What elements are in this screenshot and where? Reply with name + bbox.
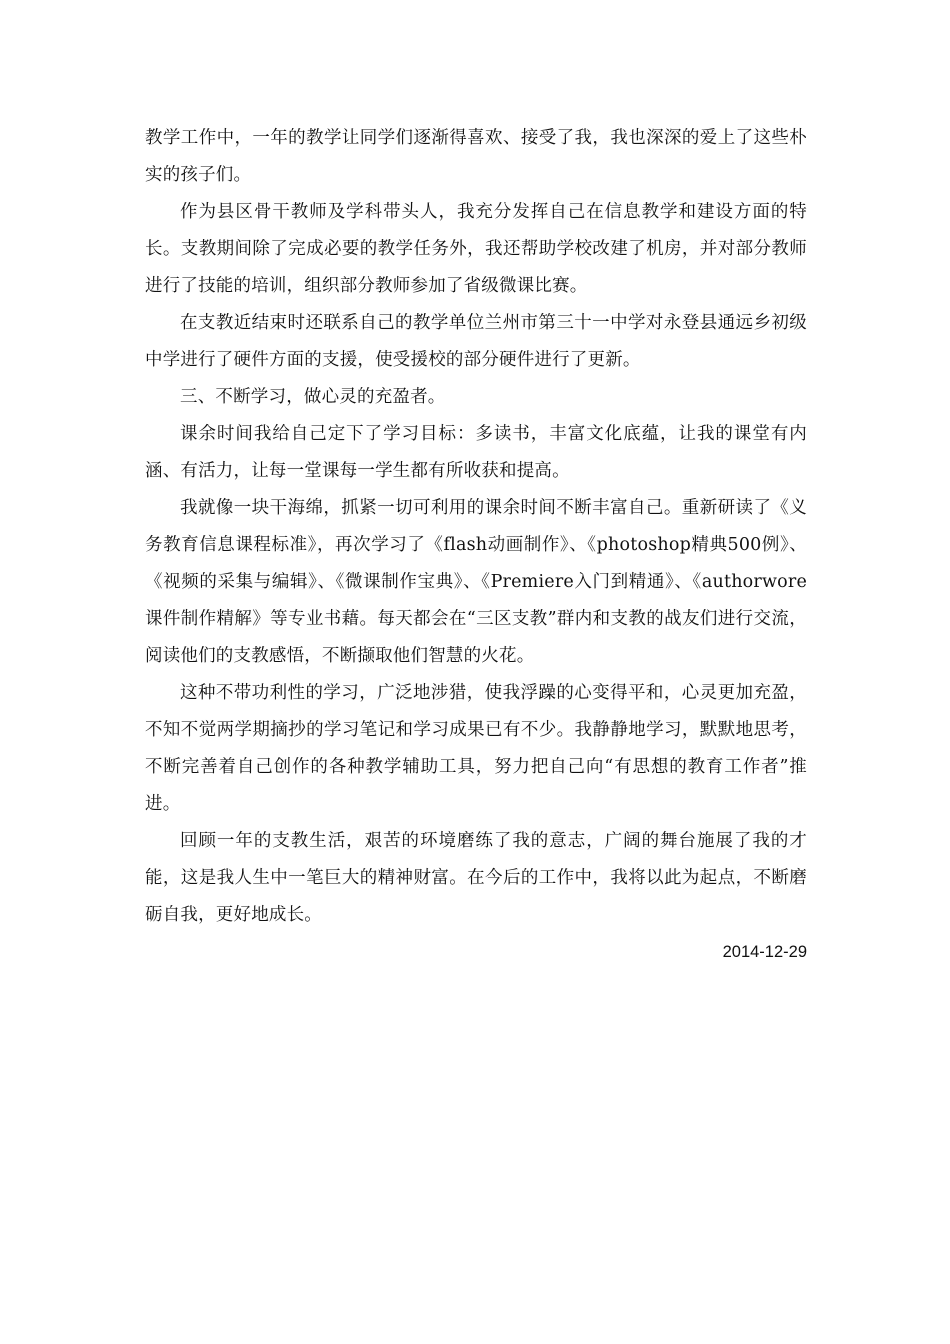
paragraph-6: 这种不带功利性的学习，广泛地涉猎，使我浮躁的心变得平和，心灵更加充盈，不知不觉两学期摘抄的学习笔记和学习成果已有不少。我静静地学习，默默地思考，不断完善着自己创作的各种教学辅助工具，努力把自己向“有思想的教育工作者”推进。 — [145, 683, 807, 814]
document-body — [145, 120, 807, 971]
paragraph-5: 我就像一块干海绵，抓紧一切可利用的课余时间不断丰富自己。重新研读了《义务教育信息课程标准》，再次学习了《flash动画制作》、《photoshop精典500例》、《视频的采集与编辑》、《微课制作宝典》、《Premiere入门到精通》、《authorwore课件制作精解》等专业书藉。每天都会在“三区支教”群内和支教的战友们进行交流，阅读他们的支教感悟，不断撷取他们智慧的火花。 — [145, 498, 807, 666]
paragraph-3: 在支教近结束时还联系自己的教学单位兰州市第三十一中学对永登县通远乡初级中学进行了硬件方面的支援，使受援校的部分硬件进行了更新。 — [145, 313, 807, 370]
paragraph-2: 作为县区骨干教师及学科带头人，我充分发挥自己在信息教学和建设方面的特长。支教期间除了完成必要的教学任务外，我还帮助学校改建了机房，并对部分教师进行了技能的培训，组织部分教师参加了省级微课比赛。 — [145, 202, 807, 296]
paragraph-1: 教学工作中，一年的教学让同学们逐渐得喜欢、接受了我，我也深深的爱上了这些朴实的孩子们。 — [145, 128, 807, 185]
paragraph-4: 课余时间我给自己定下了学习目标：多读书，丰富文化底蕴，让我的课堂有内涵、有活力，让每一堂课每一学生都有所收获和提高。 — [145, 424, 807, 481]
document-date: 2014-12-29 — [722, 943, 807, 961]
section-heading: 三、不断学习，做心灵的充盈者。 — [180, 387, 446, 407]
paragraph-7: 回顾一年的支教生活，艰苦的环境磨练了我的意志，广阔的舞台施展了我的才能，这是我人生中一笔巨大的精神财富。在今后的工作中，我将以此为起点，不断磨砺自我，更好地成长。 — [145, 831, 807, 925]
